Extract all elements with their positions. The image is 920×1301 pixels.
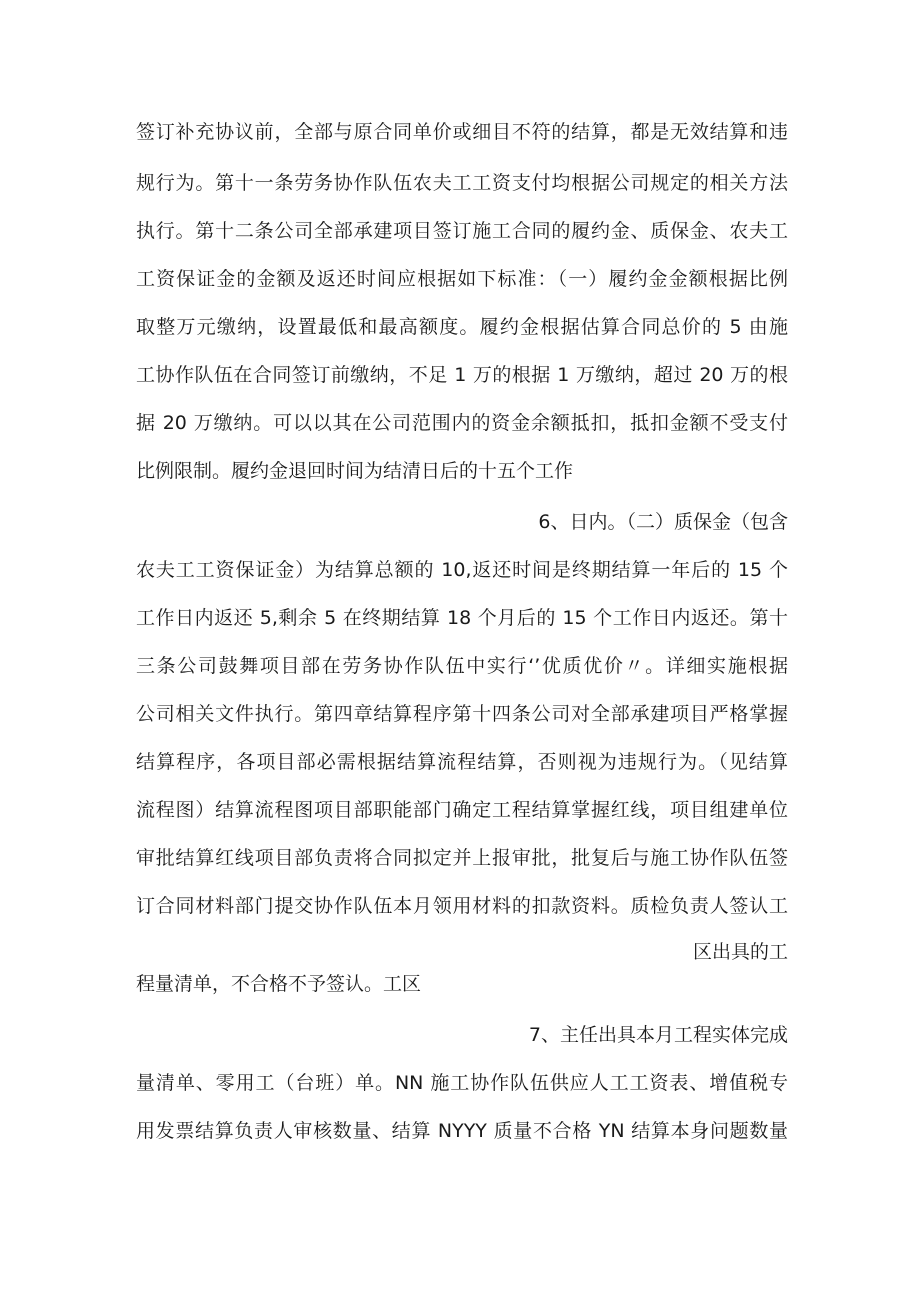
paragraph-line: 据 20 万缴纳。可以以其在公司范围内的资金余额抵扣，抵扣金额不受支付 bbox=[136, 412, 788, 434]
paragraph-line: 规行为。第十一条劳务协作队伍农夫工工资支付均根据公司规定的相关方法 bbox=[136, 172, 788, 194]
paragraph-line: 程量清单，不合格不予签认。工区 bbox=[136, 973, 422, 995]
paragraph-line: 审批结算红线项目部负责将合同拟定并上报审批，批复后与施工协作队伍签 bbox=[136, 847, 788, 869]
paragraph-line: 用发票结算负责人审核数量、结算 NYYY 质量不合格 YN 结算本身问题数量 bbox=[136, 1120, 788, 1142]
paragraph-line: 订合同材料部门提交协作队伍本月领用材料的扣款资料。质检负责人签认工 bbox=[136, 895, 788, 917]
paragraph-line: 农夫工工资保证金）为结算总额的 10,返还时间是终期结算一年后的 15 个 bbox=[136, 559, 788, 581]
paragraph-line: 签订补充协议前，全部与原合同单价或细目不符的结算，都是无效结算和违 bbox=[136, 121, 788, 143]
paragraph-line: 流程图）结算流程图项目部职能部门确定工程结算掌握红线，项目组建单位 bbox=[136, 799, 788, 821]
paragraph-line: 量清单、零用工（台班）单。NN 施工协作队伍供应人工工资表、增值税专 bbox=[136, 1072, 788, 1094]
paragraph-line: 比例限制。履约金退回时间为结清日后的十五个工作 bbox=[136, 460, 574, 482]
paragraph-line: 区出具的工 bbox=[692, 941, 788, 963]
paragraph-line: 取整万元缴纳，设置最低和最高额度。履约金根据估算合同总价的 5 由施 bbox=[136, 316, 788, 338]
paragraph-line: 工作日内返还 5,剩余 5 在终期结算 18 个月后的 15 个工作日内返还。第十 bbox=[136, 607, 788, 629]
paragraph-line: 结算程序，各项目部必需根据结算流程结算，否则视为违规行为。（见结算 bbox=[136, 751, 788, 773]
paragraph-line: 工协作队伍在合同签订前缴纳，不足 1 万的根据 1 万缴纳，超过 20 万的根 bbox=[136, 364, 788, 386]
paragraph-line: 公司相关文件执行。第四章结算程序第十四条公司对全部承建项目严格掌握 bbox=[136, 703, 788, 725]
paragraph-line: 三条公司鼓舞项目部在劳务协作队伍中实行‘’优质优价〃。详细实施根据 bbox=[136, 655, 788, 677]
paragraph-line: 6、日内。（二）质保金（包含 bbox=[538, 511, 788, 533]
paragraph-line: 工资保证金的金额及返还时间应根据如下标准：（一）履约金金额根据比例 bbox=[136, 268, 788, 290]
paragraph-line: 执行。第十二条公司全部承建项目签订施工合同的履约金、质保金、农夫工 bbox=[136, 220, 788, 242]
paragraph-line: 7、主任出具本月工程实体完成 bbox=[528, 1024, 788, 1046]
